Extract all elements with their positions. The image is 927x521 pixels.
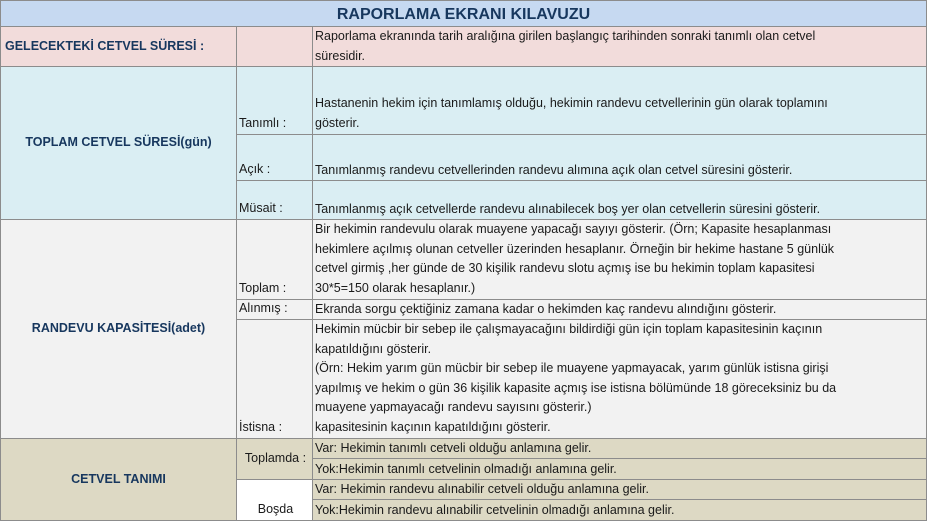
toplamda-yok-cell — [313, 459, 927, 480]
toplam-cetvel-label-cell — [0, 67, 237, 220]
randevu-kapasitesi-label-cell — [0, 220, 237, 439]
toplam-label: Toplam : — [239, 280, 287, 295]
toplamda-label: Toplamda : — [244, 450, 307, 465]
istisna-sub-cell — [237, 320, 313, 439]
toplam-desc-line-2: hekimlere açılmış olunan cetveller üzerinden hesaplanır. Örneğin bir hekime hastane 5 günlük — [315, 241, 835, 256]
istisna-label: İstisna : — [239, 419, 283, 434]
istisna-desc-line-6: kapasitesinin kaçının kapatıldığını gösterir. — [315, 419, 551, 434]
alinmis-sub-cell — [237, 300, 313, 320]
acik-label: Açık : — [239, 161, 271, 176]
tanimli-desc-line-2: gösterir. — [315, 115, 360, 130]
toplamda-yok-text: Yok:Hekimin tanımlı cetvelinin olmadığı anlamına gelir. — [315, 461, 617, 476]
acik-sub-cell — [237, 135, 313, 181]
musait-desc-cell — [313, 181, 927, 220]
gelecekteki-desc-line-1: Raporlama ekranında tarih aralığına girilen başlangıç tarihinden sonraki tanımlı olan cetvel — [315, 29, 816, 43]
bosda-var-text: Var: Hekimin randevu alınabilir cetveli olduğu anlamına gelir. — [315, 481, 649, 496]
gelecekteki-label-cell — [0, 27, 237, 67]
alinmis-desc-line-1: Ekranda sorgu çektiğiniz zamana kadar o hekimden kaç randevu alındığını gösterir. — [315, 301, 777, 316]
istisna-desc-line-2: kapatıldığını gösterir. — [315, 341, 432, 356]
cetvel-tanimi-label-cell — [0, 439, 237, 521]
istisna-desc-line-4: yapılmış ve hekim o gün 36 kişilik kapasite açmış ise istisna bölümünde 18 göreceksiniz bu da — [315, 380, 837, 395]
toplamda-var-cell — [313, 439, 927, 459]
gelecekteki-sub-cell — [237, 27, 313, 67]
toplam-desc-cell — [313, 220, 927, 300]
istisna-desc-line-1: Hekimin mücbir bir sebep ile çalışmayacağını bildirdiği gün için toplam kapasitesinin kaçının — [315, 322, 823, 336]
bosda-yok-text: Yok:Hekimin randevu alınabilir cetvelinin olmadığı anlamına gelir. — [315, 502, 675, 517]
alinmis-label: Alınmış : — [239, 300, 288, 315]
tanimli-desc-line-1: Hastanenin hekim için tanımlamış olduğu, hekimin randevu cetvellerinin gün olarak toplamını — [315, 96, 828, 110]
alinmis-desc-cell — [313, 300, 927, 320]
toplam-desc-line-3: cetvel girmiş ,her günde de 30 kişilik randevu slotu açmış ise bu hekimin toplam kapasitesi — [315, 261, 815, 275]
sheet-title: RAPORLAMA EKRANI KILAVUZU — [0, 0, 927, 27]
istisna-desc-cell — [313, 320, 927, 439]
randevu-kapasitesi-label: RANDEVU KAPASİTESİ(adet) — [31, 321, 206, 336]
toplam-cetvel-label: TOPLAM CETVEL SÜRESİ(gün) — [25, 135, 212, 150]
bosda-var-cell — [313, 480, 927, 500]
istisna-desc-line-3: (Örn: Hekim yarım gün mücbir bir sebep ile muayene yapmayacak, yarım günlük istisna girişi — [315, 361, 829, 375]
musait-label: Müsait : — [239, 200, 283, 215]
gelecekteki-desc-line-2: süresidir. — [315, 48, 366, 63]
bosda-label: Boşda — [257, 501, 294, 516]
bosda-yok-cell — [313, 500, 927, 521]
gelecekteki-desc-cell — [313, 27, 927, 67]
toplam-sub-cell — [237, 220, 313, 300]
toplam-desc-line-1: Bir hekimin randevulu olarak muayene yapacağı sayıyı gösterir. (Örn; Kapasite hesaplanması — [315, 222, 832, 236]
tanimli-desc-cell — [313, 67, 927, 135]
acik-desc-cell — [313, 135, 927, 181]
cetvel-tanimi-label: CETVEL TANIMI — [71, 471, 166, 486]
tanimli-sub-cell — [237, 67, 313, 135]
acik-desc-line-1: Tanımlanmış randevu cetvellerinden randevu alımına açık olan cetvel süresini gösterir. — [315, 162, 793, 177]
gelecekteki-label: GELECEKTEKİ CETVEL SÜRESİ : — [5, 38, 205, 53]
bosda-sub-cell — [237, 480, 313, 521]
toplamda-sub-cell — [237, 439, 313, 480]
toplamda-var-text: Var: Hekimin tanımlı cetveli olduğu anlamına gelir. — [315, 440, 592, 455]
tanimli-label: Tanımlı : — [239, 115, 287, 130]
musait-desc-line-1: Tanımlanmış açık cetvellerde randevu alınabilecek boş yer olan cetvellerin süresini gösterir. — [315, 201, 821, 216]
musait-sub-cell — [237, 181, 313, 220]
istisna-desc-line-5: muayene yapmayacağı randevu sayısını gösterir.) — [315, 400, 592, 414]
toplam-desc-line-4: 30*5=150 olarak hesaplanır.) — [315, 280, 476, 295]
